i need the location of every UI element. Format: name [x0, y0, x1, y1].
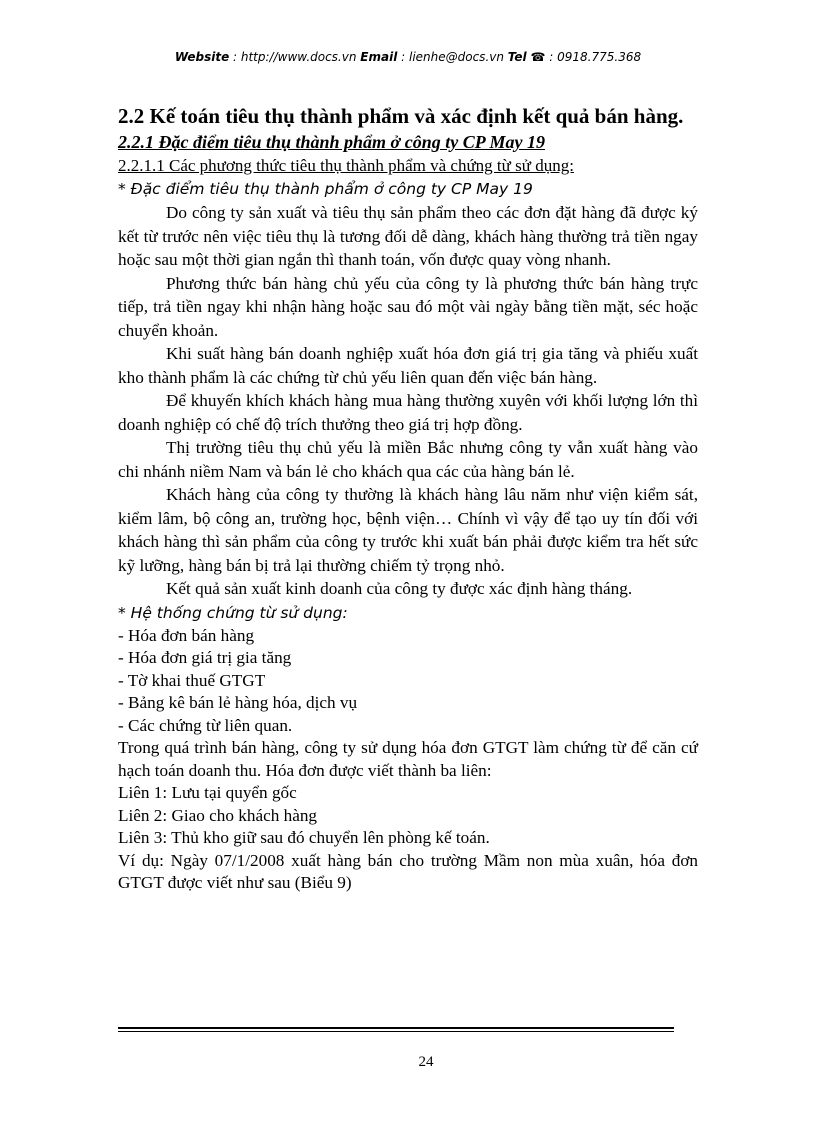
subsubsection-title: 2.2.1.1 Các phương thức tiêu thụ thành phẩm và chứng từ sử dụng: [118, 156, 574, 175]
footer-rule [118, 1027, 674, 1029]
example-paragraph: Ví dụ: Ngày 07/1/2008 xuất hàng bán cho trường Mầm non mùa xuân, hóa đơn GTGT được viết như sau (Biểu 9) [118, 850, 698, 892]
copy-item: Liên 2: Giao cho khách hàng [118, 805, 318, 825]
tel-value: : 0918.775.368 [549, 50, 642, 64]
paragraph: Thị trường tiêu thụ chủ yếu là miền Bắc nhưng công ty vẫn xuất hàng vào chi nhánh niềm Nam và bán lẻ cho khách qua các của hàng bán lẻ. [118, 438, 698, 481]
email-label: Email [360, 50, 398, 64]
paragraph: Kết quả sản xuất kinh doanh của công ty được xác định hàng tháng. [166, 579, 633, 598]
list-item: - Hóa đơn giá trị gia tăng [118, 648, 292, 667]
list-item: - Các chứng từ liên quan. [118, 715, 293, 735]
page-number: 24 [418, 1054, 434, 1070]
documents-heading: * Hệ thống chứng từ sử dụng: [118, 603, 348, 622]
list-item: - Hóa đơn bán hàng [118, 625, 255, 645]
paragraph: Để khuyến khích khách hàng mua hàng thường xuyên với khối lượng lớn thì doanh nghiệp có chế độ trích thưởng theo giá trị hợp đồng. [118, 391, 698, 434]
document-body [118, 102, 698, 895]
phone-icon: ☎ [530, 50, 546, 64]
paragraph: Do công ty sản xuất và tiêu thụ sản phẩm theo các đơn đặt hàng đã được ký kết từ trước nên việc tiêu thụ là tương đối dễ dàng, khách hàng thường trả tiền ngay hoặc sau một thời gian ngắn thì thanh toán, vốn được quay vòng nhanh. [118, 203, 698, 269]
footer-rule [118, 1031, 674, 1032]
section-title: 2.2 Kế toán tiêu thụ thành phẩm và xác định kết quả bán hàng. [118, 104, 684, 128]
paragraph: Khách hàng của công ty thường là khách hàng lâu năm như viện kiểm sát, kiểm lâm, bộ công an, trường học, bệnh viện… Chính vì vậy để tạo uy tín đối với khách hàng thì sản phẩm của công ty trước khi xuất bán phải được kiểm tra hết sức kỹ lưỡng, hàng bán bị trả lại thường chiếm tỷ trọng nhỏ. [118, 485, 698, 575]
subsection-title: 2.2.1 Đặc điểm tiêu thụ thành phẩm ở công ty CP May 19 [118, 132, 546, 152]
list-item: - Bảng kê bán lẻ hàng hóa, dịch vụ [118, 693, 358, 712]
list-item: - Tờ khai thuế GTGT [118, 670, 266, 690]
paragraph: Khi suất hàng bán doanh nghiệp xuất hóa đơn giá trị gia tăng và phiếu xuất kho thành phẩm là các chứng từ chủ yếu liên quan đến việc bán hàng. [118, 344, 698, 387]
website-label: Website [174, 50, 230, 64]
features-heading: * Đặc điểm tiêu thụ thành phẩm ở công ty CP May 19 [118, 180, 533, 198]
email-value: : lienhe@docs.vn [397, 50, 508, 64]
copy-item: Liên 1: Lưu tại quyển gốc [118, 783, 297, 802]
website-value: : http://www.docs.vn [229, 50, 361, 64]
page-header [0, 50, 816, 64]
tel-label: Tel [507, 50, 527, 64]
invoice-intro: Trong quá trình bán hàng, công ty sử dụng hóa đơn GTGT làm chứng từ để căn cứ hạch toán doanh thu. Hóa đơn được viết thành ba liên: [118, 738, 698, 780]
copy-item: Liên 3: Thủ kho giữ sau đó chuyển lên phòng kế toán. [118, 828, 490, 847]
paragraph: Phương thức bán hàng chủ yếu của công ty là phương thức bán hàng trực tiếp, trả tiền ngay khi nhận hàng hoặc sau đó một vài ngày bằng tiền mặt, séc hoặc chuyển khoản. [118, 273, 698, 340]
